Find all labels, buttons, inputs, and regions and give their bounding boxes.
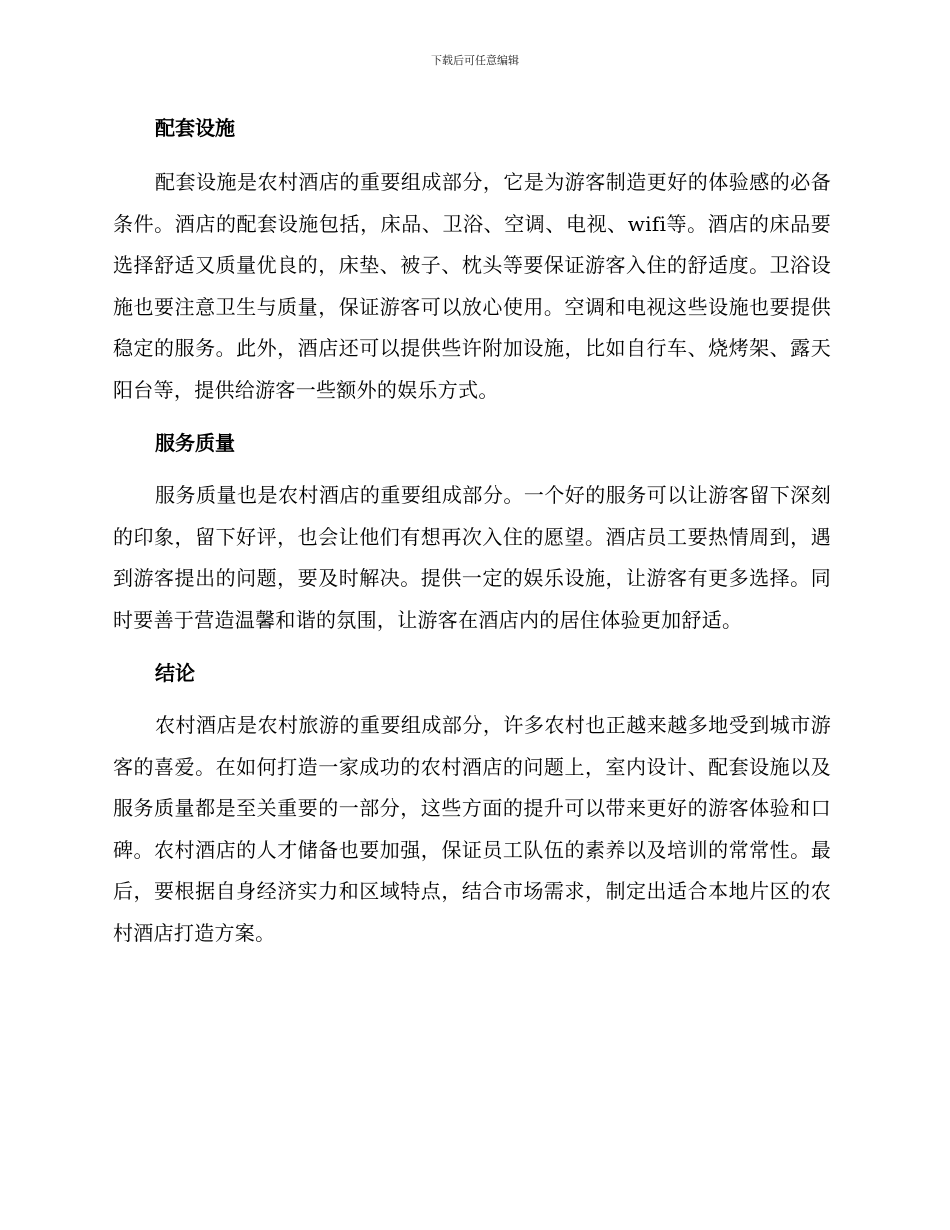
section-heading-service-quality: 服务质量 <box>155 431 235 455</box>
section-paragraph-service-quality: 服务质量也是农村酒店的重要组成部分。一个好的服务可以让游客留下深刻的印象，留下好评，也会让他们有想再次入住的愿望。酒店员工要热情周到，遇到游客提出的问题，要及时解决。提供一定的娱乐设施，让游客有更多选择。同时要善于营造温馨和谐的氛围，让游客在酒店内的居住体验更加舒适。 <box>113 483 831 632</box>
section-paragraph-conclusion: 农村酒店是农村旅游的重要组成部分，许多农村也正越来越多地受到城市游客的喜爱。在如何打造一家成功的农村酒店的问题上，室内设计、配套设施以及服务质量都是至关重要的一部分，这些方面的提升可以带来更好的游客体验和口碑。农村酒店的人才储备也要加强，保证员工队伍的素养以及培训的常常性。最后，要根据自身经济实力和区域特点，结合市场需求，制定出适合本地片区的农村酒店打造方案。 <box>113 713 831 945</box>
page-header: 下载后可任意编辑 <box>431 54 519 67</box>
section-paragraph-facilities: 配套设施是农村酒店的重要组成部分，它是为游客制造更好的体验感的必备条件。酒店的配套设施包括，床品、卫浴、空调、电视、wifi等。酒店的床品要选择舒适又质量优良的，床垫、被子、枕头等要保证游客入住的舒适度。卫浴设施也要注意卫生与质量，保证游客可以放心使用。空调和电视这些设施也要提供稳定的服务。此外，酒店还可以提供些许附加设施，比如自行车、烧烤架、露天阳台等，提供给游客一些额外的娱乐方式。 <box>113 170 831 402</box>
document-body <box>113 108 831 954</box>
section-heading-facilities: 配套设施 <box>155 116 235 140</box>
section-heading-conclusion: 结论 <box>155 661 195 685</box>
